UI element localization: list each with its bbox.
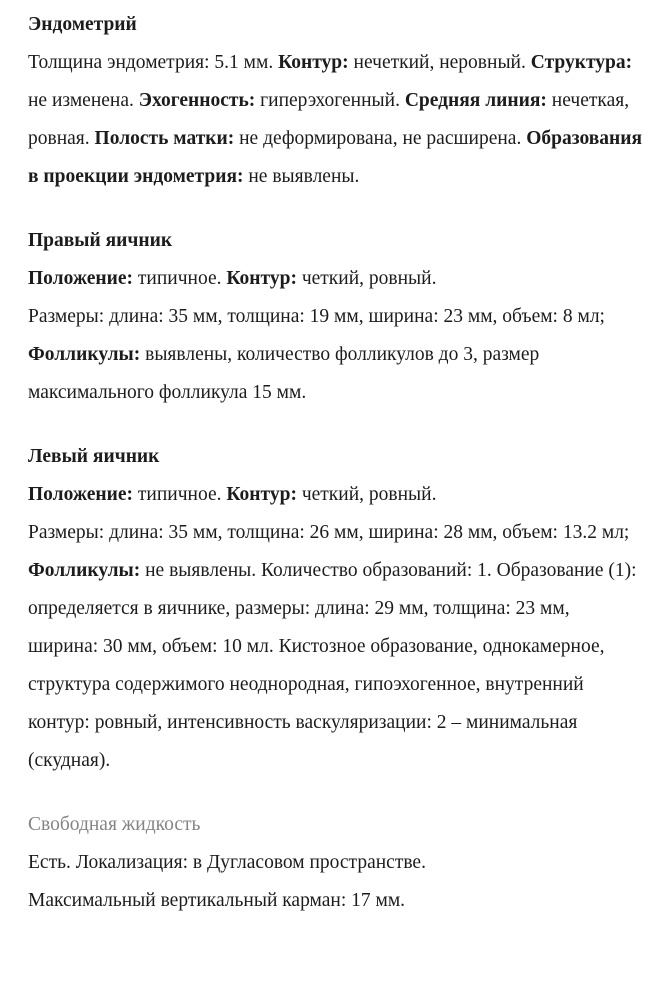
field-value: не выявлены. xyxy=(243,166,360,187)
field-value: выявлены, количество фолликулов до 3, размер максимального фолликула 15 мм. xyxy=(28,344,540,403)
section-paragraph-free-fluid xyxy=(28,844,642,882)
field-label: Эхогенность: xyxy=(138,90,256,111)
field-label: Фолликулы: xyxy=(28,344,141,365)
ultrasound-report-document xyxy=(28,6,642,920)
field-label: Образования в проекции эндометрия: xyxy=(28,128,643,187)
field-label: Средняя линия: xyxy=(404,90,547,111)
field-value: Размеры: длина: 35 мм, толщина: 19 мм, ширина: 23 мм, объем: 8 мл; xyxy=(28,306,605,327)
field-value: Размеры: длина: 35 мм, толщина: 26 мм, ширина: 28 мм, объем: 13.2 мл; xyxy=(28,522,630,543)
field-value: типичное. xyxy=(133,268,227,289)
field-value: гиперэхогенный. xyxy=(255,90,405,111)
section-paragraph-right-ovary xyxy=(28,298,642,412)
field-value: типичное. xyxy=(133,484,227,505)
section-paragraph-endometrium xyxy=(28,44,642,196)
field-label: Полость матки: xyxy=(94,128,235,149)
section-heading-right-ovary: Правый яичник xyxy=(28,230,173,251)
field-value: нечеткий, неровный. xyxy=(348,52,531,73)
section-paragraph-right-ovary xyxy=(28,260,642,298)
section-paragraph-free-fluid xyxy=(28,882,642,920)
field-value: нечеткая, ровная. xyxy=(28,90,630,149)
field-value: Максимальный вертикальный карман: 17 мм. xyxy=(28,890,406,911)
field-value: четкий, ровный. xyxy=(296,484,437,505)
section-heading-endometrium: Эндометрий xyxy=(28,14,137,35)
field-label: Контур: xyxy=(226,268,297,289)
field-label: Структура: xyxy=(530,52,633,73)
field-value: не выявлены. Количество образований: 1. Образование (1): определяется в яичнике, размеры: длина: 29 мм, толщина: 23 мм, ширина: 30 мм, объем: 10 мл. Кистозное образование, однокамерное, структура содержимого неоднородная, гипоэхогенное, внутренний контур: ровный, интенсивность васкуляризации: 2 – минимальная (скудная). xyxy=(28,560,637,771)
section-paragraph-left-ovary xyxy=(28,514,642,780)
field-value: Есть. Локализация: в Дугласовом пространстве. xyxy=(28,852,426,873)
field-label: Положение: xyxy=(28,268,134,289)
field-value: Толщина эндометрия: 5.1 мм. xyxy=(28,52,279,73)
field-label: Контур: xyxy=(278,52,349,73)
field-value: не деформирована, не расширена. xyxy=(234,128,527,149)
field-value: четкий, ровный. xyxy=(296,268,437,289)
field-label: Контур: xyxy=(226,484,297,505)
section-paragraph-left-ovary xyxy=(28,476,642,514)
field-value: не изменена. xyxy=(28,90,139,111)
section-heading-free-fluid: Свободная жидкость xyxy=(28,814,201,835)
section-heading-left-ovary: Левый яичник xyxy=(28,446,160,467)
field-label: Положение: xyxy=(28,484,134,505)
field-label: Фолликулы: xyxy=(28,560,141,581)
